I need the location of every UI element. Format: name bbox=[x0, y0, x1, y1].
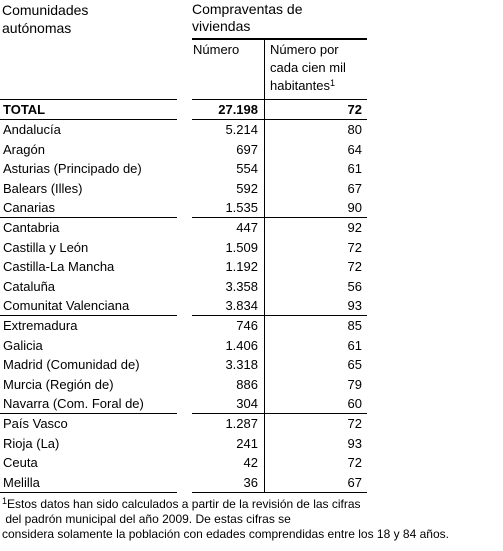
table-row bbox=[0, 179, 370, 199]
region-rate: 65 bbox=[347, 357, 362, 373]
total-row bbox=[0, 100, 370, 120]
region-rate: 61 bbox=[347, 161, 362, 177]
region-number: 697 bbox=[236, 141, 258, 157]
table-row bbox=[0, 453, 370, 473]
table-row bbox=[0, 218, 370, 238]
group-header-rule bbox=[192, 38, 367, 40]
region-name: Castilla y León bbox=[3, 239, 89, 255]
region-name: Cantabria bbox=[3, 220, 60, 235]
region-rate: 92 bbox=[347, 220, 362, 235]
region-rate: 85 bbox=[347, 318, 362, 333]
footnote-line1 bbox=[2, 497, 500, 512]
table-row bbox=[0, 198, 370, 218]
region-name: Andalucía bbox=[3, 122, 61, 137]
region-number: 592 bbox=[236, 180, 258, 196]
region-rate: 80 bbox=[347, 122, 362, 137]
region-name: Comunitat Valenciana bbox=[3, 298, 130, 314]
total-label: TOTAL bbox=[3, 102, 46, 117]
region-rate: 90 bbox=[347, 200, 362, 216]
region-rate: 72 bbox=[347, 239, 362, 255]
table-row bbox=[0, 159, 370, 179]
region-name: Castilla-La Mancha bbox=[3, 259, 115, 275]
region-name: Aragón bbox=[3, 141, 45, 157]
region-rate: 72 bbox=[347, 416, 362, 431]
region-rate: 60 bbox=[347, 396, 362, 412]
total-number: 27.198 bbox=[218, 102, 258, 117]
region-name: Melilla bbox=[3, 474, 40, 490]
total-rate: 72 bbox=[347, 102, 362, 117]
region-number: 3.358 bbox=[225, 278, 258, 294]
region-number: 1.192 bbox=[225, 259, 258, 275]
table-row bbox=[0, 277, 370, 297]
region-rate: 93 bbox=[347, 298, 362, 314]
table-row bbox=[0, 414, 370, 434]
rate-header-line1: Número por bbox=[270, 42, 339, 57]
footnote-line2: del padrón municipal del año 2009. De estas cifras se bbox=[2, 512, 291, 526]
footnote-mark: 1 bbox=[2, 496, 8, 506]
table-row bbox=[0, 257, 370, 277]
region-name: Balears (Illes) bbox=[3, 180, 83, 196]
footnote-line3: considera solamente la población con edades comprendidas entre los 18 y 84 años. bbox=[2, 527, 449, 541]
region-rate: 93 bbox=[347, 435, 362, 451]
region-name: Navarra (Com. Foral de) bbox=[3, 396, 144, 412]
region-name: Ceuta bbox=[3, 455, 38, 471]
region-rate: 61 bbox=[347, 337, 362, 353]
rate-column-header bbox=[270, 41, 346, 95]
rate-header-line3-text: habitantes bbox=[270, 78, 330, 93]
table-row bbox=[0, 394, 370, 414]
sales-group-header bbox=[192, 1, 303, 35]
region-rate: 64 bbox=[347, 141, 362, 157]
number-column-header: Número bbox=[193, 42, 240, 57]
rate-header-footnote-mark: 1 bbox=[330, 78, 336, 88]
region-rate: 67 bbox=[347, 180, 362, 196]
table-row bbox=[0, 316, 370, 336]
table-row bbox=[0, 120, 370, 140]
table-row bbox=[0, 375, 370, 395]
region-rate: 72 bbox=[347, 455, 362, 471]
region-name: Murcia (Región de) bbox=[3, 376, 114, 392]
table-row bbox=[0, 238, 370, 258]
region-name: Cataluña bbox=[3, 278, 56, 294]
rate-header-line3 bbox=[270, 77, 346, 95]
footnote bbox=[2, 497, 500, 542]
region-number: 3.834 bbox=[225, 298, 258, 314]
region-number: 304 bbox=[236, 396, 258, 412]
region-rate: 67 bbox=[347, 474, 362, 490]
table-row bbox=[0, 296, 370, 316]
region-number: 5.214 bbox=[225, 122, 258, 137]
region-name: Galicia bbox=[3, 337, 43, 353]
region-rate: 72 bbox=[347, 259, 362, 275]
footnote-line1-text: Estos datos han sido calculados a partir de la revisión de las cifras bbox=[7, 497, 361, 511]
region-name: Asturias (Principado de) bbox=[3, 161, 142, 177]
region-number: 241 bbox=[236, 435, 258, 451]
header-column-divider bbox=[264, 38, 265, 100]
table-row bbox=[0, 336, 370, 356]
region-number: 1.287 bbox=[225, 416, 258, 431]
region-header-line2: autónomas bbox=[2, 20, 72, 36]
region-name: Madrid (Comunidad de) bbox=[3, 357, 140, 373]
region-number: 36 bbox=[243, 474, 258, 490]
region-name: Canarias bbox=[3, 200, 56, 216]
sales-group-line1: Compraventas de bbox=[192, 1, 303, 17]
region-number: 3.318 bbox=[225, 357, 258, 373]
region-number: 447 bbox=[236, 220, 258, 235]
table-row bbox=[0, 434, 370, 454]
region-number: 554 bbox=[236, 161, 258, 177]
region-number: 886 bbox=[236, 376, 258, 392]
region-number: 1.535 bbox=[225, 200, 258, 216]
region-header-line1: Comunidades bbox=[2, 2, 89, 18]
region-number: 42 bbox=[243, 455, 258, 471]
region-rate: 79 bbox=[347, 376, 362, 392]
region-name: Rioja (La) bbox=[3, 435, 60, 451]
rate-header-line2: cada cien mil bbox=[270, 60, 346, 75]
table-row bbox=[0, 473, 370, 493]
region-name: País Vasco bbox=[3, 416, 68, 431]
region-column-header bbox=[2, 1, 88, 37]
region-name: Extremadura bbox=[3, 318, 78, 333]
table-row bbox=[0, 140, 370, 160]
region-rate: 56 bbox=[347, 278, 362, 294]
sales-group-line2: viviendas bbox=[192, 18, 251, 34]
region-number: 1.509 bbox=[225, 239, 258, 255]
region-number: 1.406 bbox=[225, 337, 258, 353]
region-number: 746 bbox=[236, 318, 258, 333]
table-row bbox=[0, 355, 370, 375]
